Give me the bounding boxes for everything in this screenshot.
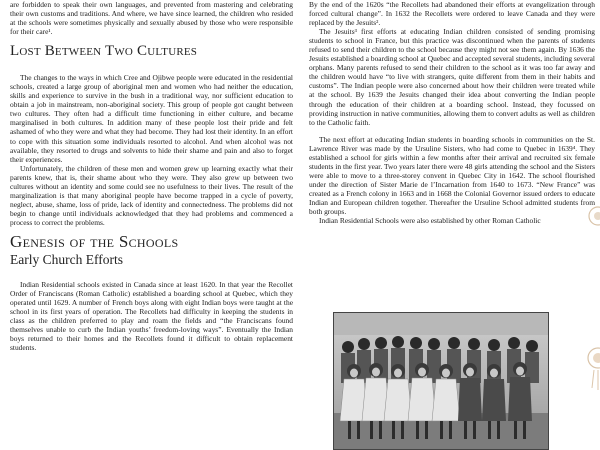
heading-early-church-efforts: Early Church Efforts [10,251,123,267]
heading-genesis-of-the-schools: Genesis of the Schools [10,231,179,251]
early-church-paragraph: Indian Residential schools existed in Canada since at least 1620. In that year the Recollet Order of Franciscans (Roman Catholic) established a boarding school at Quebec, which they operated until 1629. A number of French boys along with eight Indian boys were taught at the school in its first years of operation. The Recollets had difficulty in keeping the students in class as the children preferred to play and roam the fields and “the Franciscans found themselves unable to curb the Indian youths’ freedom-loving ways”. Eventually the Indian boys returned to their homes and the Recollets found it difficult to obtain replacement students. [10,279,293,353]
jesuits-paragraph: The Jesuits³ first efforts at educating Indian children consisted of sending promising students to school in France, but this practice was discontinued when the parents of students refused to send their children to the school because they might not see them again. By 1636 the Jesuits established a boarding school at Quebec and accepted several students, including several orphans. Many parents refused to send their children to the school as it was too far away and the children would have “to live with strangers, quite different from them in their habits and customs”. The Indian people were also concerned about how their children were treated while at the school. By 1639 the Jesuits changed their idea about converting the Indian people through the education of their children at a boarding school. Instead, they focussed on providing instruction in native communities, allowing them to convert adults as well as children to the Catholic faith. [309,27,595,127]
intro-paragraph: are forbidden to speak their own languages, and prevented from mastering and celebrating their own customs and traditions. And where, we have since learned, the children who resided at the schools were sometimes physically and sexually abused by those who were responsible for their care¹. [10,0,293,37]
residential-school-group-photo [333,312,549,450]
decorative-medallion-icon [584,332,600,392]
left-column [10,0,293,450]
closing-paragraph: Indian Residential Schools were also established by other Roman Catholic [319,216,541,226]
lost-paragraph-1: The changes to the ways in which Cree and Ojibwe people were educated in the residential schools, created a large group of aboriginal men and women who had neither the education, skills and experience to survive in the bush in a traditional way, nor sufficient education to obtain a job in mainstream, non-aboriginal society. This group of people got caught between two cultures. They often had a difficult time functioning in either culture, and became marginalised in both cultures. In addition many of these people lost their pride and felt ashamed of who they were and what they had become. They had lost their identity. In an effort to cope with this situation some individuals resorted to alcohol. And when alcohol was not available, they resorted to drugs and solvents to hide their shame and pain and also to forget their experiences. [10,73,293,164]
recollets-paragraph: By the end of the 1620s “the Recollets had abandoned their efforts at evangelization through forced cultural change”. In 1632 the Recollets were ordered to leave Canada and they were replaced by the Jesuits². [309,0,595,28]
lost-paragraph-2: Unfortunately, the children of these men and women grew up learning exactly what their parents knew, that is, their shame about who they were. They also grew up between two cultures without an identity and some could see no usefulness to their lives. The result of the marginalization is that many aboriginal people have become trapped in a cycle of poverty, neglect, abuse, shame, loss of pride, lack of identity and connectedness. The problems did not begin to change until individuals acknowledged that they had problems and commenced a process to correct the problems. [10,163,293,227]
heading-lost-between-two-cultures: Lost Between Two Cultures [10,43,198,60]
ursuline-paragraph: The next effort at educating Indian students in boarding schools in communities on the St. Lawrence River was made by the Ursuline Sisters, who had come to Quebec in 1639⁴. They established a school for girls within a few months after their arrival and recruited six female students in the first year. Two years later there were 48 girls attending the school and the Sisters were able to move to a three-storey convent in Quebec City in 1642. The school flourished under the direction of Sister Marie de l’Incarnation from 1640 to 1673. “New France” was created as a French colony in 1663 and in 1668 the Colonial Governor issued orders to educate Indian and European children together. Thereafter the Ursuline School admitted students from both groups. [309,134,595,217]
decorative-medallion-icon [584,196,600,236]
